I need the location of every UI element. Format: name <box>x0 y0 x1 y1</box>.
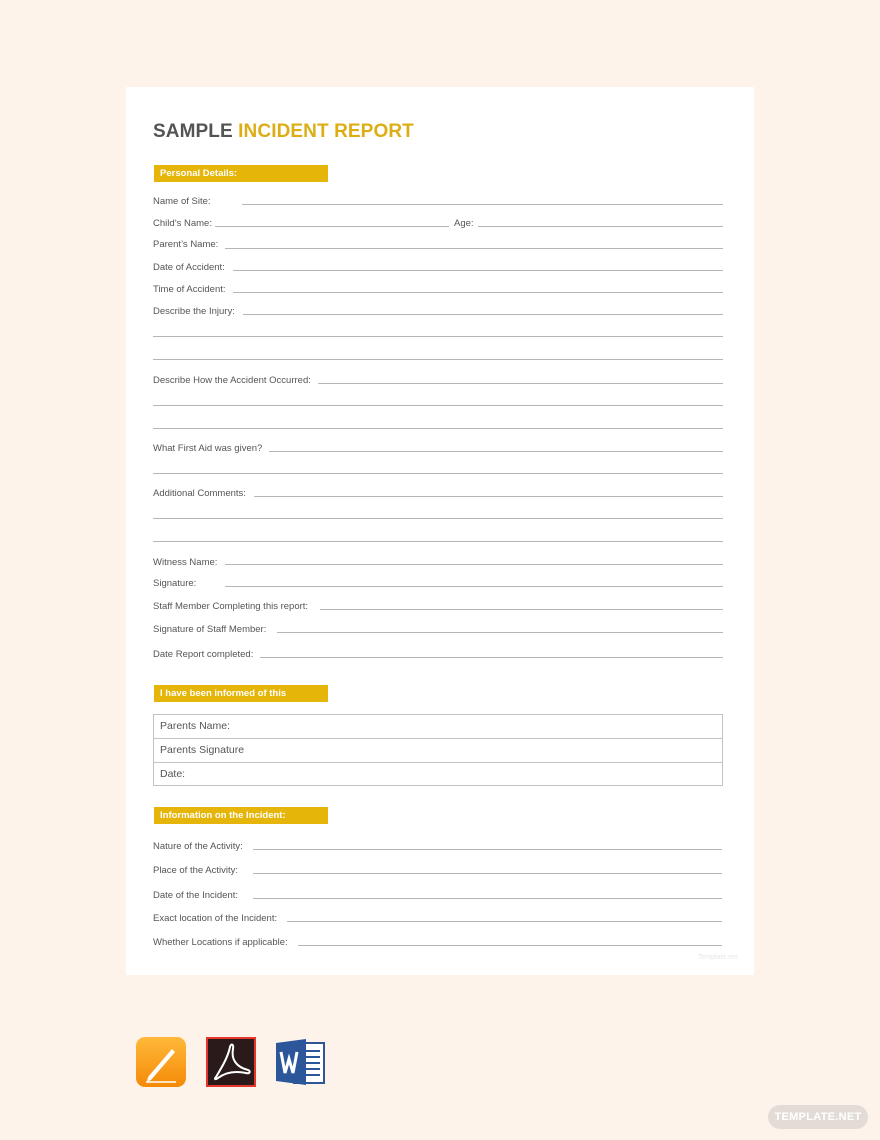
watermark: Template.net <box>697 954 738 961</box>
describe-injury-label: Describe the Injury: <box>153 306 235 317</box>
staff-signature-label: Signature of Staff Member: <box>153 624 267 635</box>
childs-name-field[interactable] <box>215 226 449 227</box>
parents-name-label: Parent’s Name: <box>153 239 219 250</box>
exact-location-label: Exact location of the Incident: <box>153 913 278 924</box>
first-aid-label: What First Aid was given? <box>153 443 263 454</box>
name-of-site-label: Name of Site: <box>153 196 211 207</box>
nature-of-activity-field[interactable] <box>253 849 722 850</box>
section-incident-info: Information on the Incident: <box>154 807 328 824</box>
whether-locations-label: Whether Locations if applicable: <box>153 937 288 948</box>
childs-name-label: Child’s Name: <box>153 218 212 229</box>
date-of-accident-field[interactable] <box>233 270 723 271</box>
additional-comments-label: Additional Comments: <box>153 488 246 499</box>
describe-injury-field[interactable] <box>243 314 723 315</box>
witness-name-label: Witness Name: <box>153 557 218 568</box>
date-of-incident-label: Date of the Incident: <box>153 890 239 901</box>
section-informed: I have been informed of this accident: <box>154 685 328 702</box>
name-of-site-field[interactable] <box>242 204 723 205</box>
acrobat-icon[interactable] <box>206 1037 256 1087</box>
additional-comments-field[interactable] <box>254 496 723 497</box>
table-row[interactable]: Date: <box>160 768 186 780</box>
word-icon[interactable] <box>276 1037 326 1087</box>
whether-locations-field[interactable] <box>298 945 722 946</box>
table-row[interactable]: Parents Name: <box>154 715 722 739</box>
additional-comments-line-2[interactable] <box>153 518 723 519</box>
document-page <box>126 87 754 975</box>
additional-comments-line-3[interactable] <box>153 541 723 542</box>
date-completed-field[interactable] <box>260 657 723 658</box>
witness-name-field[interactable] <box>225 564 723 565</box>
time-of-accident-label: Time of Accident: <box>153 284 226 295</box>
signature-field[interactable] <box>225 586 723 587</box>
date-of-accident-label: Date of Accident: <box>153 262 225 273</box>
time-of-accident-field[interactable] <box>233 292 723 293</box>
date-completed-label: Date Report completed: <box>153 649 254 660</box>
describe-how-line-2[interactable] <box>153 405 723 406</box>
describe-injury-line-2[interactable] <box>153 336 723 337</box>
pages-icon[interactable] <box>136 1037 186 1087</box>
date-of-incident-field[interactable] <box>253 898 722 899</box>
template-net-badge[interactable]: TEMPLATE.NET <box>768 1105 868 1129</box>
place-of-activity-field[interactable] <box>253 873 722 874</box>
section-personal-details: Personal Details: <box>154 165 328 182</box>
describe-injury-line-3[interactable] <box>153 359 723 360</box>
describe-how-label: Describe How the Accident Occurred: <box>153 375 311 386</box>
first-aid-line-2[interactable] <box>153 473 723 474</box>
age-field[interactable] <box>478 226 723 227</box>
describe-how-line-3[interactable] <box>153 428 723 429</box>
first-aid-field[interactable] <box>269 451 723 452</box>
staff-signature-field[interactable] <box>277 632 723 633</box>
exact-location-field[interactable] <box>287 921 722 922</box>
staff-member-field[interactable] <box>320 609 723 610</box>
describe-how-field[interactable] <box>318 383 723 384</box>
nature-of-activity-label: Nature of the Activity: <box>153 841 243 852</box>
informed-table <box>153 714 723 786</box>
parents-name-field[interactable] <box>225 248 723 249</box>
signature-label: Signature: <box>153 578 197 589</box>
table-row[interactable]: Parents Signature <box>154 739 722 763</box>
age-label: Age: <box>454 218 474 229</box>
page-title: SAMPLE INCIDENT REPORT <box>153 121 414 142</box>
staff-member-label: Staff Member Completing this report: <box>153 601 309 612</box>
place-of-activity-label: Place of the Activity: <box>153 865 239 876</box>
